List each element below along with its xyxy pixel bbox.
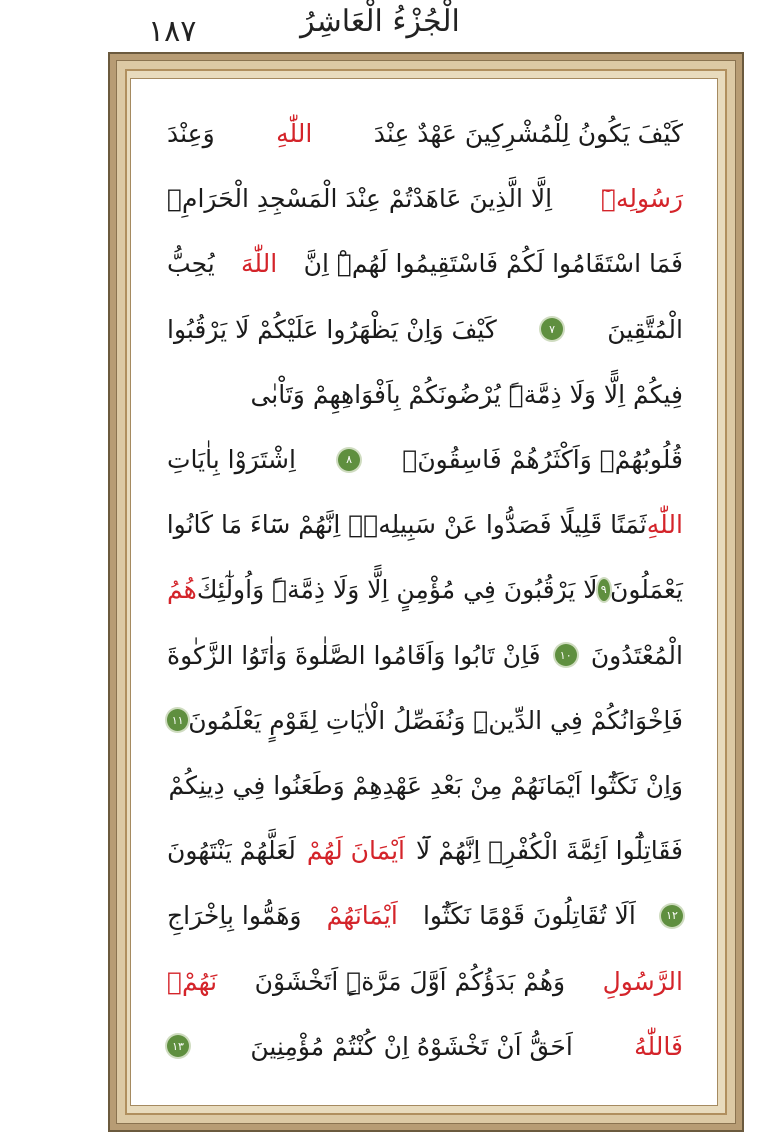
verse-line (131, 818, 719, 883)
highlighted-word: الرَّسُولِ (602, 966, 683, 996)
verse-text: كَيْفَ يَكُونُ لِلْمُشْرِكِينَ عَهْدٌ عِنْدَ (373, 119, 683, 149)
verse-text: كَيْفَ وَاِنْ يَظْهَرُوا عَلَيْكُمْ لَا يَرْقُبُوا (167, 314, 497, 344)
verse-text: فَاِخْوَانُكُمْ فِي الدِّينِۜ وَنُفَصِّلُ الْاٰيَاتِ لِقَوْمٍ يَعْلَمُونَ (188, 705, 683, 735)
verse-line (131, 492, 719, 557)
verse-line (131, 231, 719, 296)
juz-title: الْجُزْءُ الْعَاشِرُ (300, 4, 460, 39)
verse-line (131, 557, 719, 622)
verse-text: لَعَلَّهُمْ يَنْتَهُونَ (167, 836, 296, 866)
verse-text: اِشْتَرَوْا بِاٰيَاتِ (167, 445, 296, 475)
verse-text: يُحِبُّ (167, 249, 215, 279)
highlighted-word: اَيْمَانَهُمْ (326, 901, 398, 931)
verse-number-marker: ١٢ (661, 905, 683, 927)
verse-text: اَلَا تُقَاتِلُونَ قَوْمًا نَكَثُٓوا (422, 901, 636, 931)
verse-number-marker: ٧ (541, 318, 563, 340)
highlighted-word: فَاللّٰهُ (634, 1031, 683, 1061)
highlighted-word: اللّٰهَ (241, 249, 278, 279)
verse-text: اَحَقُّ اَنْ تَخْشَوْهُ اِنْ كُنْتُمْ مُؤْمِنِينَ (250, 1031, 573, 1061)
verse-text: وَعِنْدَ (167, 119, 215, 149)
highlighted-word: رَسُولِهٖٓ (601, 184, 683, 214)
verse-text: الْمُعْتَدُونَ (590, 640, 683, 670)
verse-line (131, 1014, 719, 1079)
highlighted-word: اللّٰهِ (646, 510, 683, 540)
verse-text: فَاِنْ تَابُوا وَاَقَامُوا الصَّلٰوةَ وَاٰتَوُا الزَّكٰوةَ (167, 640, 541, 670)
verse-number-marker: ١٠ (555, 644, 577, 666)
verse-number-marker: ١٣ (167, 1035, 189, 1057)
verse-number-marker: ٩ (598, 579, 610, 601)
verse-line (131, 166, 719, 231)
verse-text: فَمَا اسْتَقَامُوا لَكُمْ فَاسْتَقِيمُوا لَهُمْۜ اِنَّ (303, 249, 683, 279)
verse-line (131, 362, 719, 427)
highlighted-word: نَهُمْۚ (167, 966, 218, 996)
text-panel (130, 78, 718, 1106)
verse-number-marker: ١١ (167, 709, 188, 731)
highlighted-word: اَيْمَانَ لَهُمْ (306, 836, 405, 866)
verse-line (131, 883, 719, 948)
highlighted-word: هُمُ (167, 575, 197, 605)
verse-text: قُلُوبُهُمْۚ وَاَكْثَرُهُمْ فَاسِقُونَۚ (402, 445, 683, 475)
verse-text: اِلَّا الَّذِينَ عَاهَدْتُمْ عِنْدَ الْمَسْجِدِ الْحَرَامِۚ (167, 184, 553, 214)
verse-text: وَاِنْ نَكَثُٓوا اَيْمَانَهُمْ مِنْ بَعْدِ عَهْدِهِمْ وَطَعَنُوا فِي دِينِكُمْ (168, 770, 683, 800)
verse-text: يَعْمَلُونَ (609, 575, 683, 605)
verse-line (131, 623, 719, 688)
verse-text: ثَمَنًا قَلِيلًا فَصَدُّوا عَنْ سَبِيلِهٖۜ اِنَّهُمْ سَٓاءَ مَا كَانُوا (166, 510, 647, 540)
verse-number-marker: ٨ (338, 449, 360, 471)
verse-line (131, 101, 719, 166)
page-header (0, 0, 760, 52)
verse-line (131, 427, 719, 492)
highlighted-word: اللّٰهِ (276, 119, 313, 149)
verse-text: لَا يَرْقُبُونَ فِي مُؤْمِنٍ اِلًّا وَلَا ذِمَّةًۜ وَاُولٰٓئِكَ (196, 575, 598, 605)
verse-text: الْمُتَّقِينَ (607, 314, 683, 344)
verse-text: فِيكُمْ اِلًّا وَلَا ذِمَّةًۜ يُرْضُونَكُمْ بِاَفْوَاهِهِمْ وَتَاْبٰى (250, 379, 683, 409)
verse-line (131, 297, 719, 362)
verse-lines (131, 101, 719, 1079)
verse-line (131, 948, 719, 1013)
verse-text: فَقَاتِلُٓوا اَئِمَّةَ الْكُفْرِۙ اِنَّهُمْ لَٓا (416, 836, 683, 866)
verse-text: وَهَمُّوا بِاِخْرَاجِ (167, 901, 302, 931)
page-number: ١٨٧ (148, 14, 197, 49)
verse-text: وَهُمْ بَدَؤُكُمْ اَوَّلَ مَرَّةٍۜ اَتَخْشَوْنَ (254, 966, 566, 996)
verse-line (131, 688, 719, 753)
verse-line (131, 753, 719, 818)
